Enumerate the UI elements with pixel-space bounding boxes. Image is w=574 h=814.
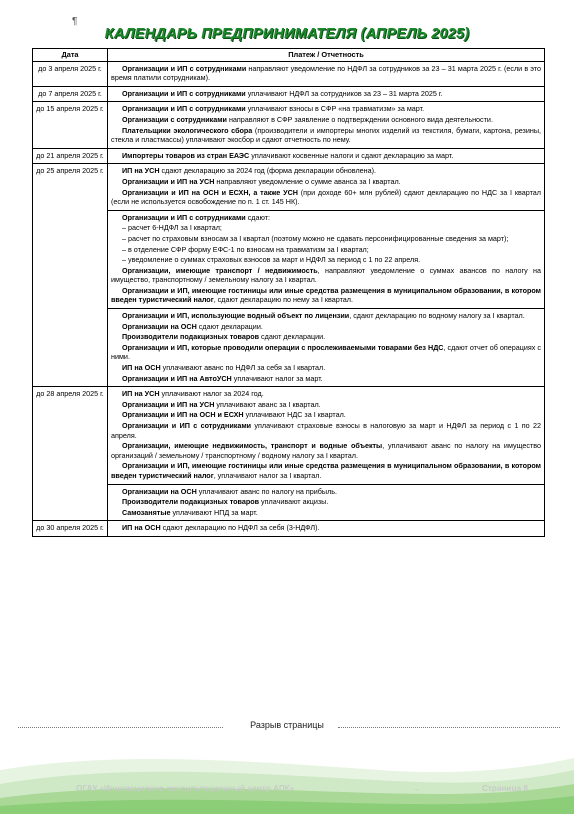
event-paragraph: [111, 89, 541, 99]
date-cell: до 21 апреля 2025 г.: [33, 148, 108, 164]
table-row: [33, 164, 545, 210]
event-paragraph: [111, 151, 541, 161]
event-cell: [108, 148, 545, 164]
event-text: уплачивают налог за март.: [231, 373, 323, 383]
event-text: – расчет 6-НДФЛ за I квартал;: [122, 223, 222, 233]
event-subject: Организации и ИП на АвтоУСН: [122, 373, 232, 383]
event-paragraph: [111, 374, 541, 384]
event-subject: Производители подакцизных товаров: [122, 497, 260, 507]
event-text: , сдают декларацию по нему за I квартал.: [213, 295, 353, 305]
event-paragraph: [111, 410, 541, 420]
event-paragraph: [111, 166, 541, 176]
event-subject: ИП на ОСН: [122, 363, 161, 373]
event-paragraph: [111, 421, 541, 440]
event-paragraph: [111, 363, 541, 373]
table-row: [33, 61, 545, 86]
table-row: [33, 210, 545, 308]
event-text: – в отделение СФР форму ЕФС-1 по взносам на травматизм за I квартал;: [122, 244, 369, 254]
table-header-row: [33, 49, 545, 62]
event-text: , сдают декларацию по водному налогу за I квартал.: [349, 311, 525, 321]
event-paragraph: [111, 255, 541, 265]
event-paragraph: [111, 188, 541, 207]
table-row: [33, 521, 545, 537]
event-paragraph: [111, 104, 541, 114]
table-row: [33, 309, 545, 387]
event-text: направляют уведомление по НДФЛ за сотрудников за 23 – 31 марта 2025 г. (если в это время платили сотрудникам).: [111, 63, 541, 83]
event-cell: [108, 309, 545, 387]
page-break-label: Разрыв страницы: [246, 720, 328, 730]
event-subject: Организации и ИП с сотрудниками: [122, 104, 246, 114]
event-text: уплачивают взносы в СФР «на травматизм» за март.: [245, 104, 425, 114]
date-cell: до 15 апреля 2025 г.: [33, 102, 108, 148]
table-row: [33, 102, 545, 148]
event-paragraph: [111, 266, 541, 285]
event-paragraph: [111, 286, 541, 305]
event-subject: Производители подакцизных товаров: [122, 332, 260, 342]
event-paragraph: [111, 177, 541, 187]
event-text: уплачивают акцизы.: [259, 497, 329, 507]
event-paragraph: [111, 343, 541, 362]
event-paragraph: [111, 115, 541, 125]
event-subject: Организации и ИП, имеющие гостиницы или иные средства размещения в муниципальном образовании, в котором введен туристический налог: [111, 285, 541, 305]
event-paragraph: [111, 126, 541, 145]
document-title: КАЛЕНДАРЬ ПРЕДПРИНИМАТЕЛЯ (АПРЕЛЬ 2025): [104, 26, 470, 42]
event-text: уплачивают аванс по НДФЛ за себя за I квартал.: [160, 363, 326, 373]
event-text: , направляют уведомление о суммах авансов по налогу на имущество, транспортному / земельному налогу за I квартал.: [111, 265, 541, 285]
event-subject: Организации и ИП, которые проводили операции с прослеживаемыми товарами без НДС: [122, 342, 444, 352]
event-subject: Самозанятые: [122, 507, 171, 517]
event-paragraph: [111, 234, 541, 244]
event-subject: Организации и ИП, имеющие гостиницы или иные средства размещения в муниципальном образовании, в котором введен туристический налог: [111, 461, 541, 480]
event-text: уплачивают страховые взносы в налоговую за март и НДФЛ за период с 1 по 22 апреля.: [111, 421, 541, 440]
page-break-marker: [0, 720, 574, 730]
event-text: – уведомление о суммах страховых взносов за март и НДФЛ за период с 1 по 22 апреля.: [122, 255, 421, 265]
date-cell: до 30 апреля 2025 г.: [33, 521, 108, 537]
event-paragraph: [111, 223, 541, 233]
event-text: сдают:: [245, 212, 271, 222]
header-payment: Платеж / Отчетность: [108, 49, 545, 62]
event-subject: Организации и ИП с сотрудниками: [122, 63, 247, 73]
event-text: – расчет по страховым взносам за I квартал (поэтому можно не сдавать персонифицированные сведения за март);: [122, 233, 509, 243]
date-cell: до 25 апреля 2025 г.: [33, 164, 108, 387]
footer-wave-decoration: [0, 740, 574, 814]
event-subject: Организации и ИП с сотрудниками: [122, 88, 246, 98]
event-text: уплачивают косвенные налоги и сдают декларацию за март.: [249, 150, 454, 160]
table-row: [33, 86, 545, 102]
event-subject: Импортеры товаров из стран ЕАЭС: [122, 150, 250, 160]
event-text: уплачивают НДС за I квартал.: [243, 410, 346, 420]
event-subject: Организации, имеющие недвижимость, транспорт и водные объекты: [122, 441, 383, 451]
event-text: направляют в СФР заявление о подтверждении основного вида деятельности.: [226, 114, 493, 124]
event-text: сдают декларацию по НДФЛ за себя (3-НДФЛ).: [160, 523, 320, 533]
date-cell: до 7 апреля 2025 г.: [33, 86, 108, 102]
event-text: уплачивают налог за 2024 год.: [159, 389, 264, 399]
event-text: направляют уведомление о сумме аванса за I квартал.: [214, 176, 401, 186]
event-paragraph: [111, 311, 541, 321]
event-text: уплачивают НПД за март.: [170, 507, 258, 517]
event-paragraph: [111, 523, 541, 533]
event-text: (производители и импортеры многих изделий из текстиля, бумаги, картона, резины, стекла и пластмассы) уплачивают экосбор и сдают отчетность по нему.: [111, 125, 541, 145]
event-paragraph: [111, 389, 541, 399]
event-paragraph: [111, 497, 541, 507]
event-text: уплачивают аванс по налогу на прибыль.: [196, 486, 338, 496]
event-paragraph: [111, 322, 541, 332]
event-subject: Организации и ИП, использующие водный объект по лицензии: [122, 311, 350, 321]
event-subject: Организации и ИП на УСН: [122, 176, 215, 186]
table-row: [33, 484, 545, 521]
event-cell: [108, 484, 545, 521]
event-paragraph: [111, 332, 541, 342]
event-paragraph: [111, 487, 541, 497]
footer-arrow: →: [412, 784, 421, 793]
footer-page-number: Страница 8: [482, 784, 528, 793]
event-text: уплачивают аванс за I квартал.: [214, 399, 321, 409]
event-text: сдают декларацию за 2024 год (форма декларации обновлена).: [159, 166, 376, 176]
event-cell: [108, 86, 545, 102]
event-subject: Организации на ОСН: [122, 486, 197, 496]
date-cell: до 3 апреля 2025 г.: [33, 61, 108, 86]
event-paragraph: [111, 461, 541, 480]
event-subject: Плательщики экологического сбора: [122, 125, 253, 135]
date-cell: до 28 апреля 2025 г.: [33, 387, 108, 521]
event-subject: Организации и ИП с сотрудниками: [122, 212, 246, 222]
event-subject: Организации и ИП на ОСН и ЕСХН: [122, 410, 244, 420]
event-cell: [108, 521, 545, 537]
table-row: [33, 387, 545, 484]
event-text: (при доходе 60+ млн рублей) сдают декларацию по НДС за I квартал (если не используется освобождение по п. 1 ст. 145 НК).: [111, 187, 541, 207]
event-text: уплачивают НДФЛ за сотрудников за 23 – 31 марта 2025 г.: [245, 88, 443, 98]
footer-organization: ОГАУ «Инновационно-консультационный центр АПК»: [76, 784, 295, 793]
event-text: , уплачивают налог за I квартал.: [213, 470, 322, 480]
event-paragraph: [111, 64, 541, 83]
paragraph-mark: ¶: [72, 16, 78, 27]
event-cell: [108, 387, 545, 484]
event-cell: [108, 210, 545, 308]
event-text: сдают декларации.: [259, 332, 326, 342]
event-text: , уплачивают аванс по налогу на имущество организаций / земельному / транспортному / водному налогу за I квартал.: [111, 441, 542, 460]
event-subject: ИП на ОСН: [122, 523, 161, 533]
event-cell: [108, 61, 545, 86]
event-paragraph: [111, 441, 541, 460]
event-subject: ИП на УСН: [122, 389, 160, 399]
event-subject: Организации, имеющие транспорт / недвижимость: [122, 265, 318, 275]
event-cell: [108, 102, 545, 148]
table-row: [33, 148, 545, 164]
header-date: Дата: [33, 49, 108, 62]
event-text: сдают декларации.: [196, 321, 263, 331]
event-subject: Организации с сотрудниками: [122, 114, 227, 124]
event-subject: Организации и ИП на ОСН и ЕСХН, а также УСН: [122, 187, 298, 197]
event-paragraph: [111, 245, 541, 255]
event-cell: [108, 164, 545, 210]
calendar-table: [32, 48, 545, 537]
event-text: , сдают отчет об операциях с ними.: [111, 342, 541, 362]
event-subject: Организации и ИП с сотрудниками: [122, 421, 252, 430]
event-subject: Организации на ОСН: [122, 321, 197, 331]
event-paragraph: [111, 213, 541, 223]
event-subject: ИП на УСН: [122, 166, 160, 176]
event-paragraph: [111, 400, 541, 410]
event-subject: Организации и ИП на УСН: [122, 399, 215, 409]
event-paragraph: [111, 508, 541, 518]
